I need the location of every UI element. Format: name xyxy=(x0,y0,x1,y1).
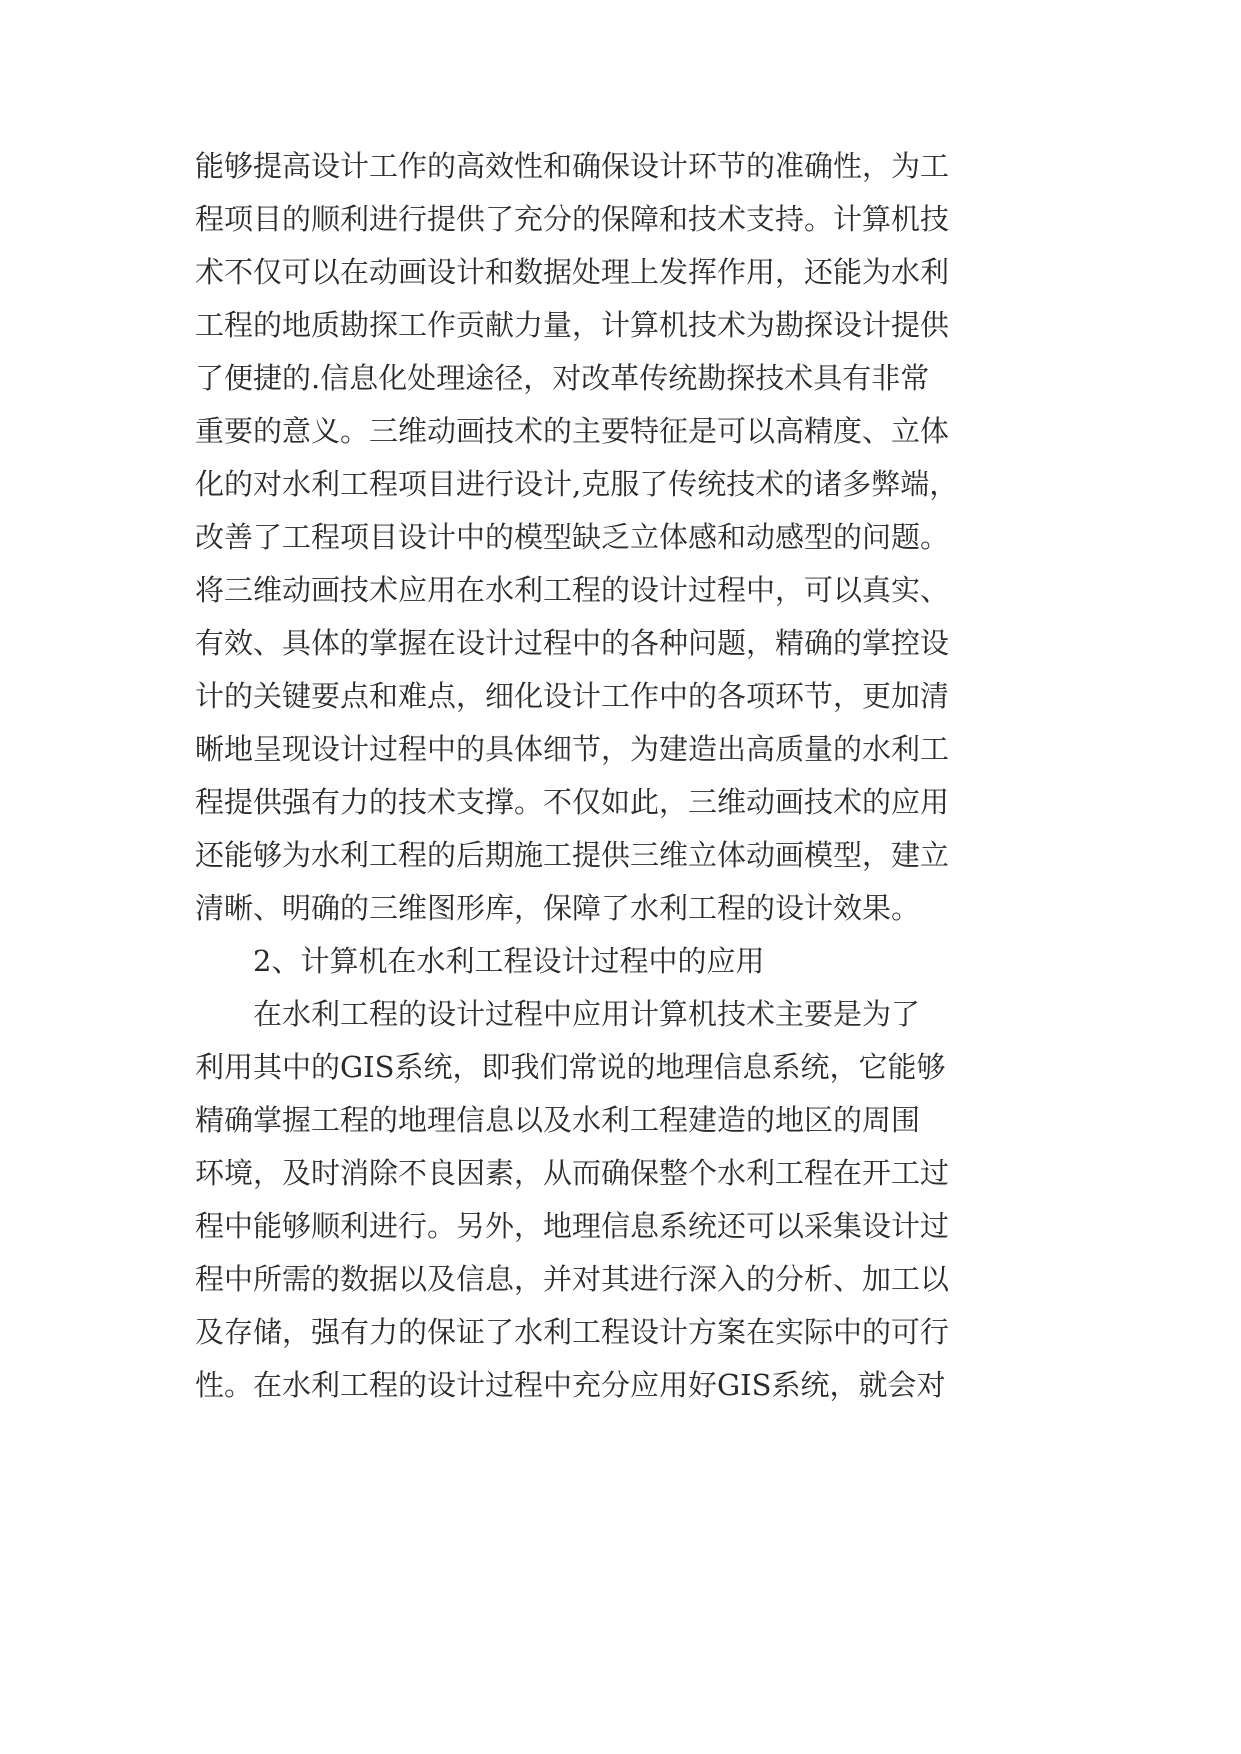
paragraph-line: 性。在水利工程的设计过程中充分应用好GIS系统，就会对 xyxy=(195,1368,946,1402)
paragraph-line: 及存储，强有力的保证了水利工程设计方案在实际中的可行 xyxy=(195,1315,950,1349)
paragraph-line: 还能够为水利工程的后期施工提供三维立体动画模型，建立 xyxy=(195,838,950,872)
section-heading: 2、计算机在水利工程设计过程中的应用 xyxy=(253,944,765,978)
paragraph-line: 改善了工程项目设计中的模型缺乏立体感和动感型的问题。 xyxy=(195,520,950,554)
paragraph-line: 工程的地质勘探工作贡献力量，计算机技术为勘探设计提供 xyxy=(195,308,950,342)
paragraph-line: 程中能够顺利进行。另外，地理信息系统还可以采集设计过 xyxy=(195,1209,950,1243)
paragraph-line: 计的关键要点和难点，细化设计工作中的各项环节，更加清 xyxy=(195,679,950,713)
paragraph-line: 术不仅可以在动画设计和数据处理上发挥作用，还能为水利 xyxy=(195,255,950,289)
paragraph-line: 在水利工程的设计过程中应用计算机技术主要是为了 xyxy=(253,997,921,1031)
paragraph-line: 能够提高设计工作的高效性和确保设计环节的准确性，为工 xyxy=(195,149,950,183)
paragraph-line: 将三维动画技术应用在水利工程的设计过程中，可以真实、 xyxy=(195,573,950,607)
paragraph-line: 程中所需的数据以及信息，并对其进行深入的分析、加工以 xyxy=(195,1262,950,1296)
paragraph-line: 利用其中的GIS系统，即我们常说的地理信息系统，它能够 xyxy=(195,1050,946,1084)
paragraph-line: 重要的意义。三维动画技术的主要特征是可以高精度、立体 xyxy=(195,414,950,448)
paragraph-line: 精确掌握工程的地理信息以及水利工程建造的地区的周围 xyxy=(195,1103,921,1137)
paragraph-line: 了便捷的.信息化处理途径，对改革传统勘探技术具有非常 xyxy=(195,361,930,395)
paragraph-line: 环境，及时消除不良因素，从而确保整个水利工程在开工过 xyxy=(195,1156,950,1190)
paragraph-line: 程项目的顺利进行提供了充分的保障和技术支持。计算机技 xyxy=(195,202,950,236)
paragraph-line: 化的对水利工程项目进行设计,克服了传统技术的诸多弊端， xyxy=(195,467,959,501)
paragraph-line: 清晰、明确的三维图形库，保障了水利工程的设计效果。 xyxy=(195,891,921,925)
paragraph-line: 晰地呈现设计过程中的具体细节，为建造出高质量的水利工 xyxy=(195,732,950,766)
paragraph-line: 有效、具体的掌握在设计过程中的各种问题，精确的掌控设 xyxy=(195,626,950,660)
paragraph-line: 程提供强有力的技术支撑。不仅如此，三维动画技术的应用 xyxy=(195,785,950,819)
